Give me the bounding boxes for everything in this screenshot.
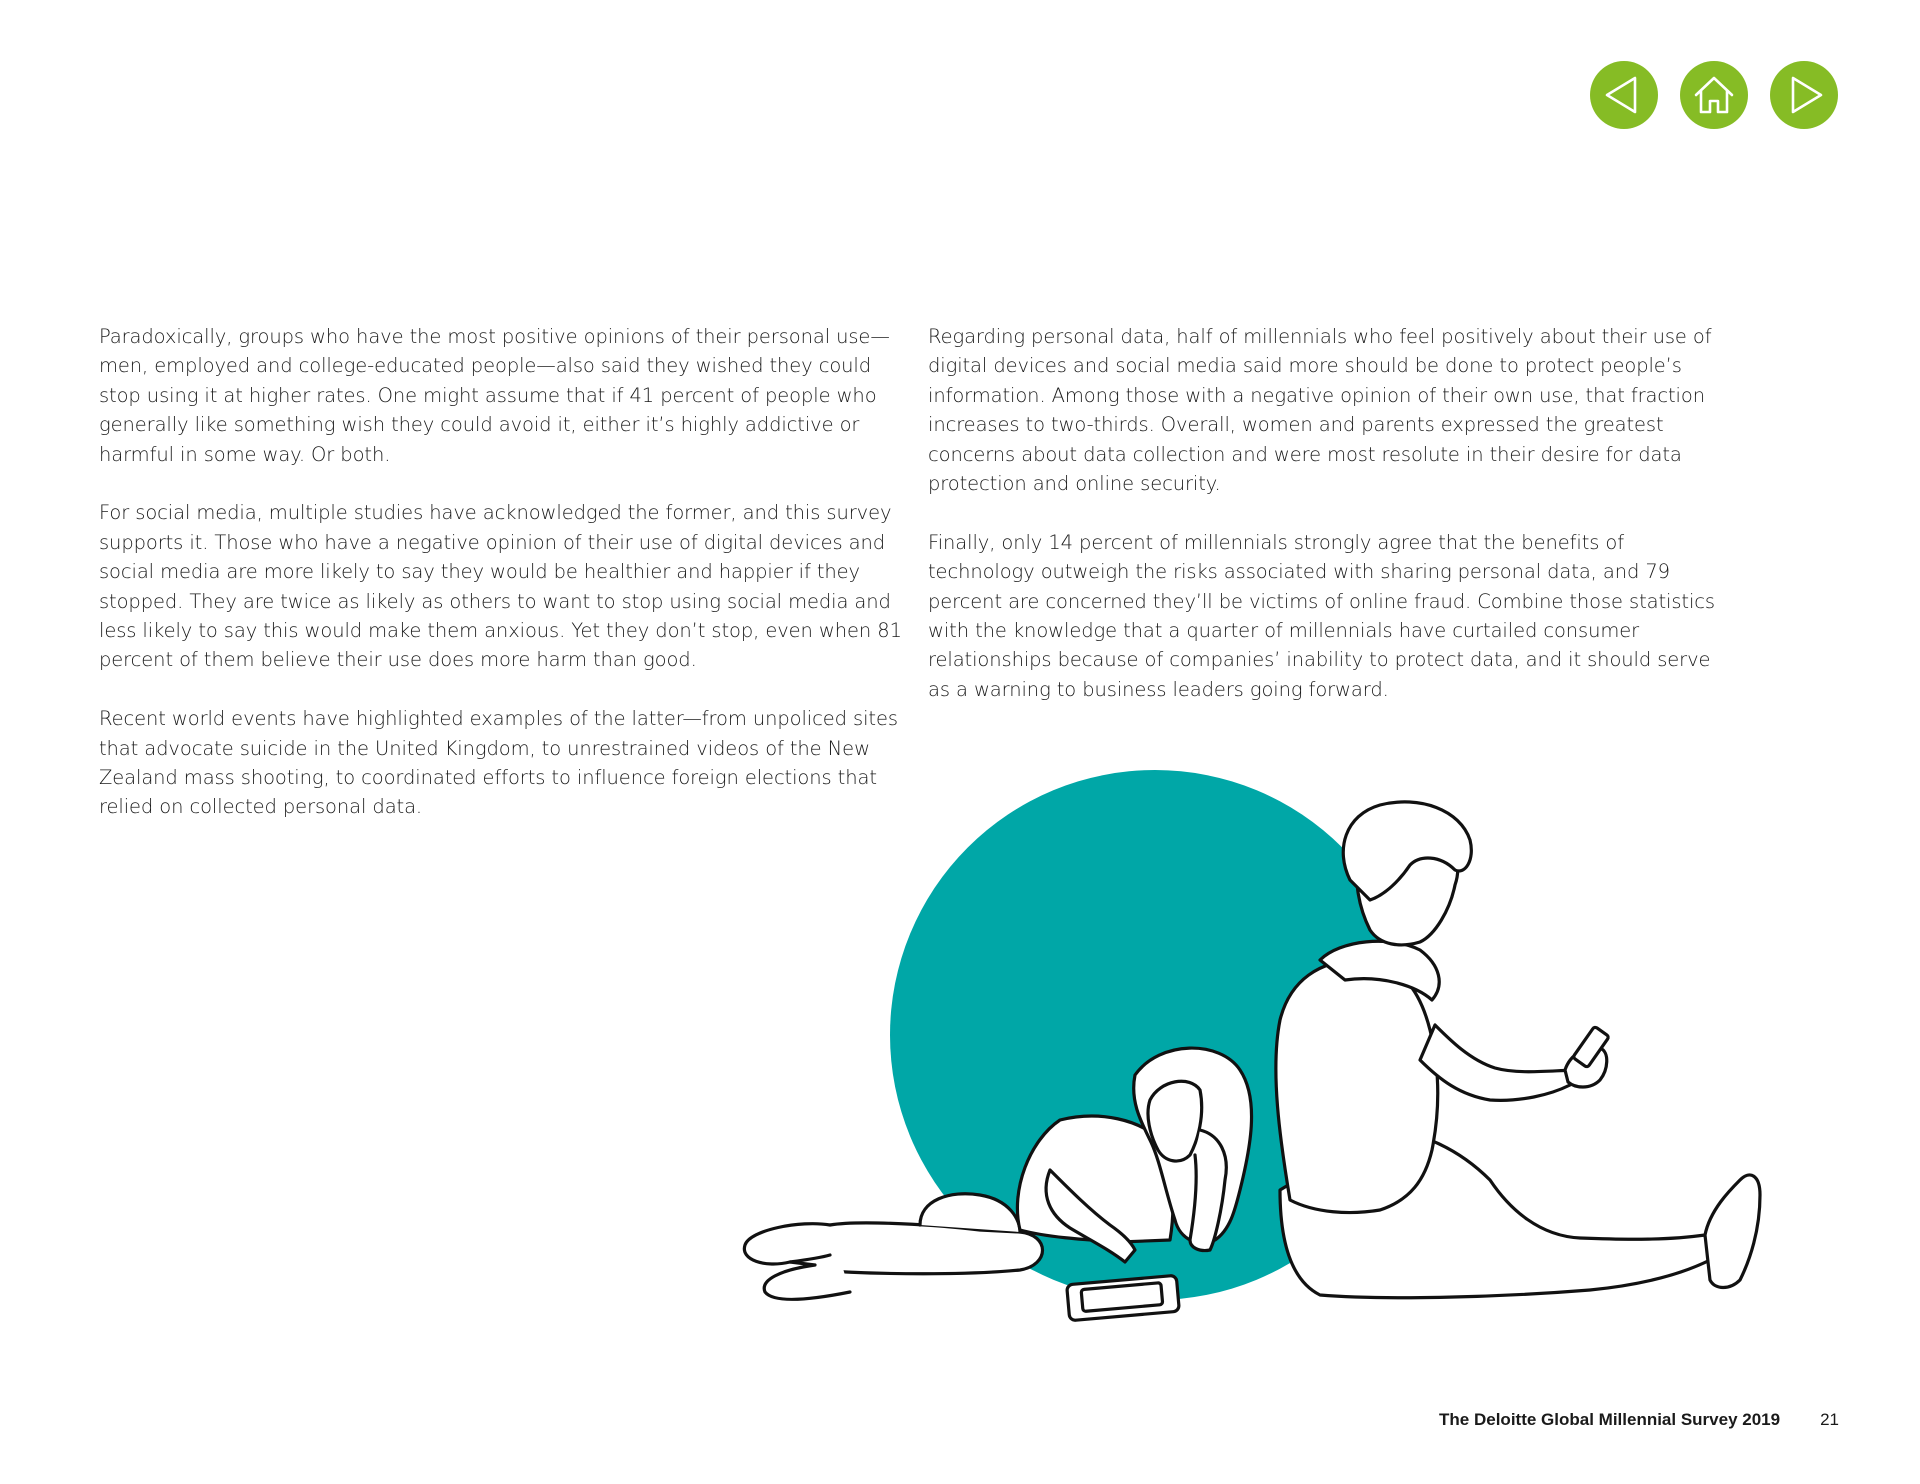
woman-face bbox=[1148, 1081, 1202, 1161]
home-icon bbox=[1680, 61, 1748, 129]
arrow-left-icon bbox=[1590, 61, 1658, 129]
next-page-button[interactable] bbox=[1770, 61, 1838, 129]
footer-title: The Deloitte Global Millennial Survey 2019 bbox=[1439, 1410, 1781, 1429]
man-arm bbox=[1420, 1025, 1580, 1100]
man-torso bbox=[1276, 960, 1438, 1213]
paragraph: Finally, only 14 percent of millennials strongly agree that the benefits of technology outweigh the risks associated with sharing personal data, and 79 percent are concerned they’ll be victims of online fraud. Combine those statistics with the knowledge that a quarter of millennials have curtailed consumer relationships because of companies’ inability to protect data, and it should serve as a warning to business leaders going forward. bbox=[928, 530, 1715, 701]
right-text-column bbox=[928, 322, 1718, 734]
page-navigation bbox=[1590, 61, 1838, 129]
page-number: 21 bbox=[1820, 1410, 1839, 1429]
home-button[interactable] bbox=[1680, 61, 1748, 129]
people-using-phones-illustration bbox=[720, 770, 1820, 1330]
paragraph: Recent world events have highlighted examples of the latter—from unpoliced sites that advocate suicide in the United Kingdom, to unrestrained videos of the New Zealand mass shooting, to coordinated efforts to influence foreign elections that relied on collected personal data. bbox=[99, 707, 898, 819]
paragraph: Regarding personal data, half of millennials who feel positively about their use of digital devices and social media said more should be done to protect people’s information. Among those with a negative opinion of their own use, that fraction increases to two-thirds. Overall, women and parents expressed the greatest concerns about data collection and were most resolute in their desire for data protection and online security. bbox=[928, 325, 1712, 496]
paragraph: Paradoxically, groups who have the most positive opinions of their personal use—men, employed and college-educated people—also said they wished they could stop using it at higher rates. One might assume that if 41 percent of people who generally like something wish they could avoid it, either it’s highly addictive or harmful in some way. Or both. bbox=[99, 325, 890, 466]
paragraph: For social media, multiple studies have acknowledged the former, and this survey supports it. Those who have a negative opinion of their use of digital devices and social media are more likely to say they would be healthier and happier if they stopped. They are twice as likely as others to want to stop using social media and less likely to say this would make them anxious. Yet they don’t stop, even when 81 percent of them believe their use does more harm than good. bbox=[99, 501, 902, 672]
man-shoe bbox=[1705, 1175, 1760, 1288]
page-footer bbox=[1439, 1410, 1839, 1430]
previous-page-button[interactable] bbox=[1590, 61, 1658, 129]
arrow-right-icon bbox=[1770, 61, 1838, 129]
